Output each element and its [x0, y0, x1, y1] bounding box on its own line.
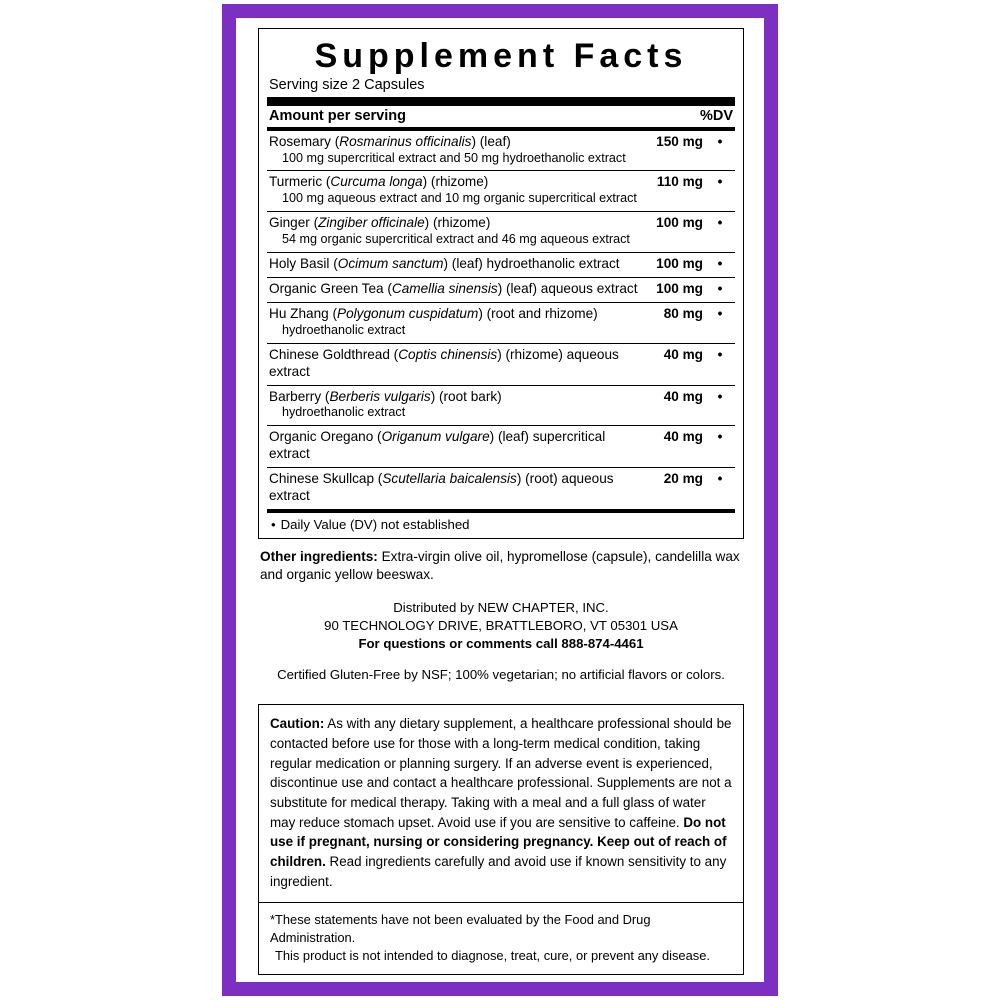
nutrient-dv: •: [705, 171, 735, 212]
other-ingredients-text: Extra-virgin olive oil, hypromellose (capsule), candelilla wax and organic yellow beeswax.: [260, 549, 740, 583]
panel-title: Supplement Facts: [314, 37, 688, 75]
nutrient-amount: 40 mg: [645, 343, 705, 385]
caution-label: Caution:: [270, 716, 325, 732]
nutrient-name-pre: Organic Green Tea (: [269, 280, 392, 296]
nutrient-latin: Berberis vulgaris: [329, 388, 431, 404]
nutrient-name-post: ) (leaf) supercritical extract: [269, 429, 606, 462]
nutrient-amount: 110 mg: [645, 171, 705, 212]
distributor-line-2: 90 TECHNOLOGY DRIVE, BRATTLEBORO, VT 05301 USA: [324, 617, 678, 633]
label-content: [258, 28, 744, 975]
nutrient-latin: Polygonum cuspidatum: [337, 305, 479, 321]
table-row: [267, 426, 735, 468]
table-row: [267, 252, 735, 277]
nutrient-name-pre: Ginger (: [269, 215, 319, 231]
nutrient-cell: [267, 277, 645, 302]
nutrient-dv: •: [705, 212, 735, 253]
nutrient-amount: 20 mg: [663, 471, 703, 487]
footnote-bullet-icon: •: [271, 517, 276, 533]
nutrient-subtext: hydroethanolic extract: [282, 405, 406, 420]
nutrient-dv: •: [705, 277, 735, 302]
certification-text: Certified Gluten-Free by NSF; 100% vegetarian; no artificial flavors or colors.: [277, 667, 725, 683]
nutrient-cell: [267, 385, 645, 426]
nutrient-name-post: ) (rhizome) aqueous extract: [269, 346, 619, 379]
nutrient-name-pre: Chinese Skullcap (: [269, 471, 383, 487]
nutrient-subtext: 100 mg supercritical extract and 50 mg hydroethanolic extract: [282, 150, 626, 165]
nutrient-name-pre: Rosemary (: [269, 133, 340, 149]
nutrient-dv: •: [705, 385, 735, 426]
nutrient-name-pre: Organic Oregano (: [269, 429, 382, 445]
caution-text-part-2: Read ingredients carefully and avoid use if known sensitivity to any ingredient.: [270, 854, 727, 889]
table-row: [267, 385, 735, 426]
nutrient-dv: •: [705, 131, 735, 171]
table-row: [267, 277, 735, 302]
distributor-line-1: Distributed by NEW CHAPTER, INC.: [393, 599, 609, 615]
nutrient-amount: 150 mg: [645, 131, 705, 171]
nutrient-cell: [267, 302, 645, 343]
nutrient-name-post: ) (root and rhizome): [478, 305, 598, 321]
nutrient-subtext: 100 mg aqueous extract and 10 mg organic supercritical extract: [282, 191, 637, 206]
nutrient-name-post: ) (leaf) aqueous extract: [497, 280, 638, 296]
amount-header-row: [267, 106, 735, 127]
nutrient-name-post: ) (rhizome): [424, 215, 491, 231]
table-row: [267, 468, 735, 509]
nutrient-amount: 100 mg: [645, 252, 705, 277]
nutrient-latin: Scutellaria baicalensis: [382, 471, 517, 487]
dv-footnote: [267, 513, 735, 534]
table-row: [267, 302, 735, 343]
caution-text-part-1: As with any dietary supplement, a healthcare professional should be contacted before use for those with a long-term medical condition, taking regular medication or planning surgery. If an adverse event is experienced, discontinue use and contact a healthcare professional. Supplements are not a substitute for medical therapy. Taking with a meal and a full glass of water may reduce stomach upset. Avoid use if you are sensitive to caffeine.: [270, 716, 732, 830]
amount-per-serving-label: Amount per serving: [269, 107, 406, 124]
nutrient-name-post: ) (rhizome): [422, 174, 489, 190]
nutrient-name-pre: Holy Basil (: [269, 255, 338, 271]
nutrient-cell: [267, 171, 645, 212]
nutrient-cell: [267, 212, 645, 253]
nutrient-cell: [267, 252, 645, 277]
ingredients-tbody: [267, 131, 735, 509]
nutrient-latin: Coptis chinensis: [398, 346, 498, 362]
nutrient-cell: [267, 131, 645, 171]
other-ingredients: [260, 548, 742, 584]
rule-thick-top: [267, 97, 735, 106]
nutrient-name-post: ) (root) aqueous extract: [269, 471, 614, 504]
nutrient-latin: Camellia sinensis: [391, 280, 498, 296]
nutrient-dv: •: [705, 426, 735, 468]
nutrient-latin: Origanum vulgare: [381, 429, 490, 445]
table-row: [267, 343, 735, 385]
purple-border-frame: [222, 4, 778, 996]
nutrient-name-post: ) (root bark): [430, 388, 502, 404]
nutrient-dv: •: [705, 343, 735, 385]
table-row: [267, 171, 735, 212]
nutrient-latin: Curcuma longa: [330, 174, 423, 190]
nutrient-name-post: ) (leaf) hydroethanolic extract: [443, 255, 620, 271]
nutrient-latin: Ocimum sanctum: [337, 255, 444, 271]
footnote-text: Daily Value (DV) not established: [280, 517, 470, 533]
ingredients-table: [267, 131, 735, 509]
nutrient-name-pre: Chinese Goldthread (: [269, 346, 399, 362]
nutrient-cell: [267, 343, 645, 385]
table-row: [267, 212, 735, 253]
nutrient-amount: 40 mg: [645, 426, 705, 468]
nutrient-cell: [267, 426, 645, 468]
nutrient-name-pre: Barberry (: [269, 388, 330, 404]
serving-size: Serving size 2 Capsules: [269, 76, 425, 93]
nutrient-dv: •: [705, 302, 735, 343]
nutrient-subtext: 54 mg organic supercritical extract and 46 mg aqueous extract: [282, 232, 630, 247]
nutrient-dv: •: [717, 471, 723, 487]
nutrient-latin: Zingiber officinale: [318, 215, 425, 231]
fda-statement-line-2: This product is not intended to diagnose, treat, cure, or prevent any disease.: [275, 948, 710, 964]
dv-header-label: %DV: [699, 107, 733, 124]
table-row: [267, 131, 735, 171]
nutrient-name-pre: Turmeric (: [269, 174, 331, 190]
nutrient-name-pre: Hu Zhang (: [269, 305, 338, 321]
nutrient-name-post: ) (leaf): [471, 133, 511, 149]
nutrient-subtext: hydroethanolic extract: [282, 322, 406, 337]
caution-box: [258, 704, 744, 902]
supplement-facts-panel: [258, 28, 744, 539]
nutrient-amount: 100 mg: [645, 212, 705, 253]
nutrient-amount: 100 mg: [645, 277, 705, 302]
distributor-phone-line: For questions or comments call 888-874-4461: [358, 636, 644, 651]
nutrient-amount: 40 mg: [645, 385, 705, 426]
distributor-info: [258, 599, 744, 654]
other-ingredients-label: Other ingredients:: [260, 549, 378, 565]
nutrient-cell: [267, 468, 645, 509]
nutrient-latin: Rosmarinus officinalis: [339, 133, 472, 149]
label-inner-area: [236, 18, 764, 982]
fda-statement-line-1: *These statements have not been evaluated by the Food and Drug Administration.: [270, 911, 651, 945]
nutrient-dv: •: [705, 252, 735, 277]
nutrient-amount: 80 mg: [645, 302, 705, 343]
fda-statement-box: [258, 903, 744, 976]
caution-bold-warning: Do not use if pregnant, nursing or considering pregnancy. Keep out of reach of children.: [270, 814, 727, 870]
